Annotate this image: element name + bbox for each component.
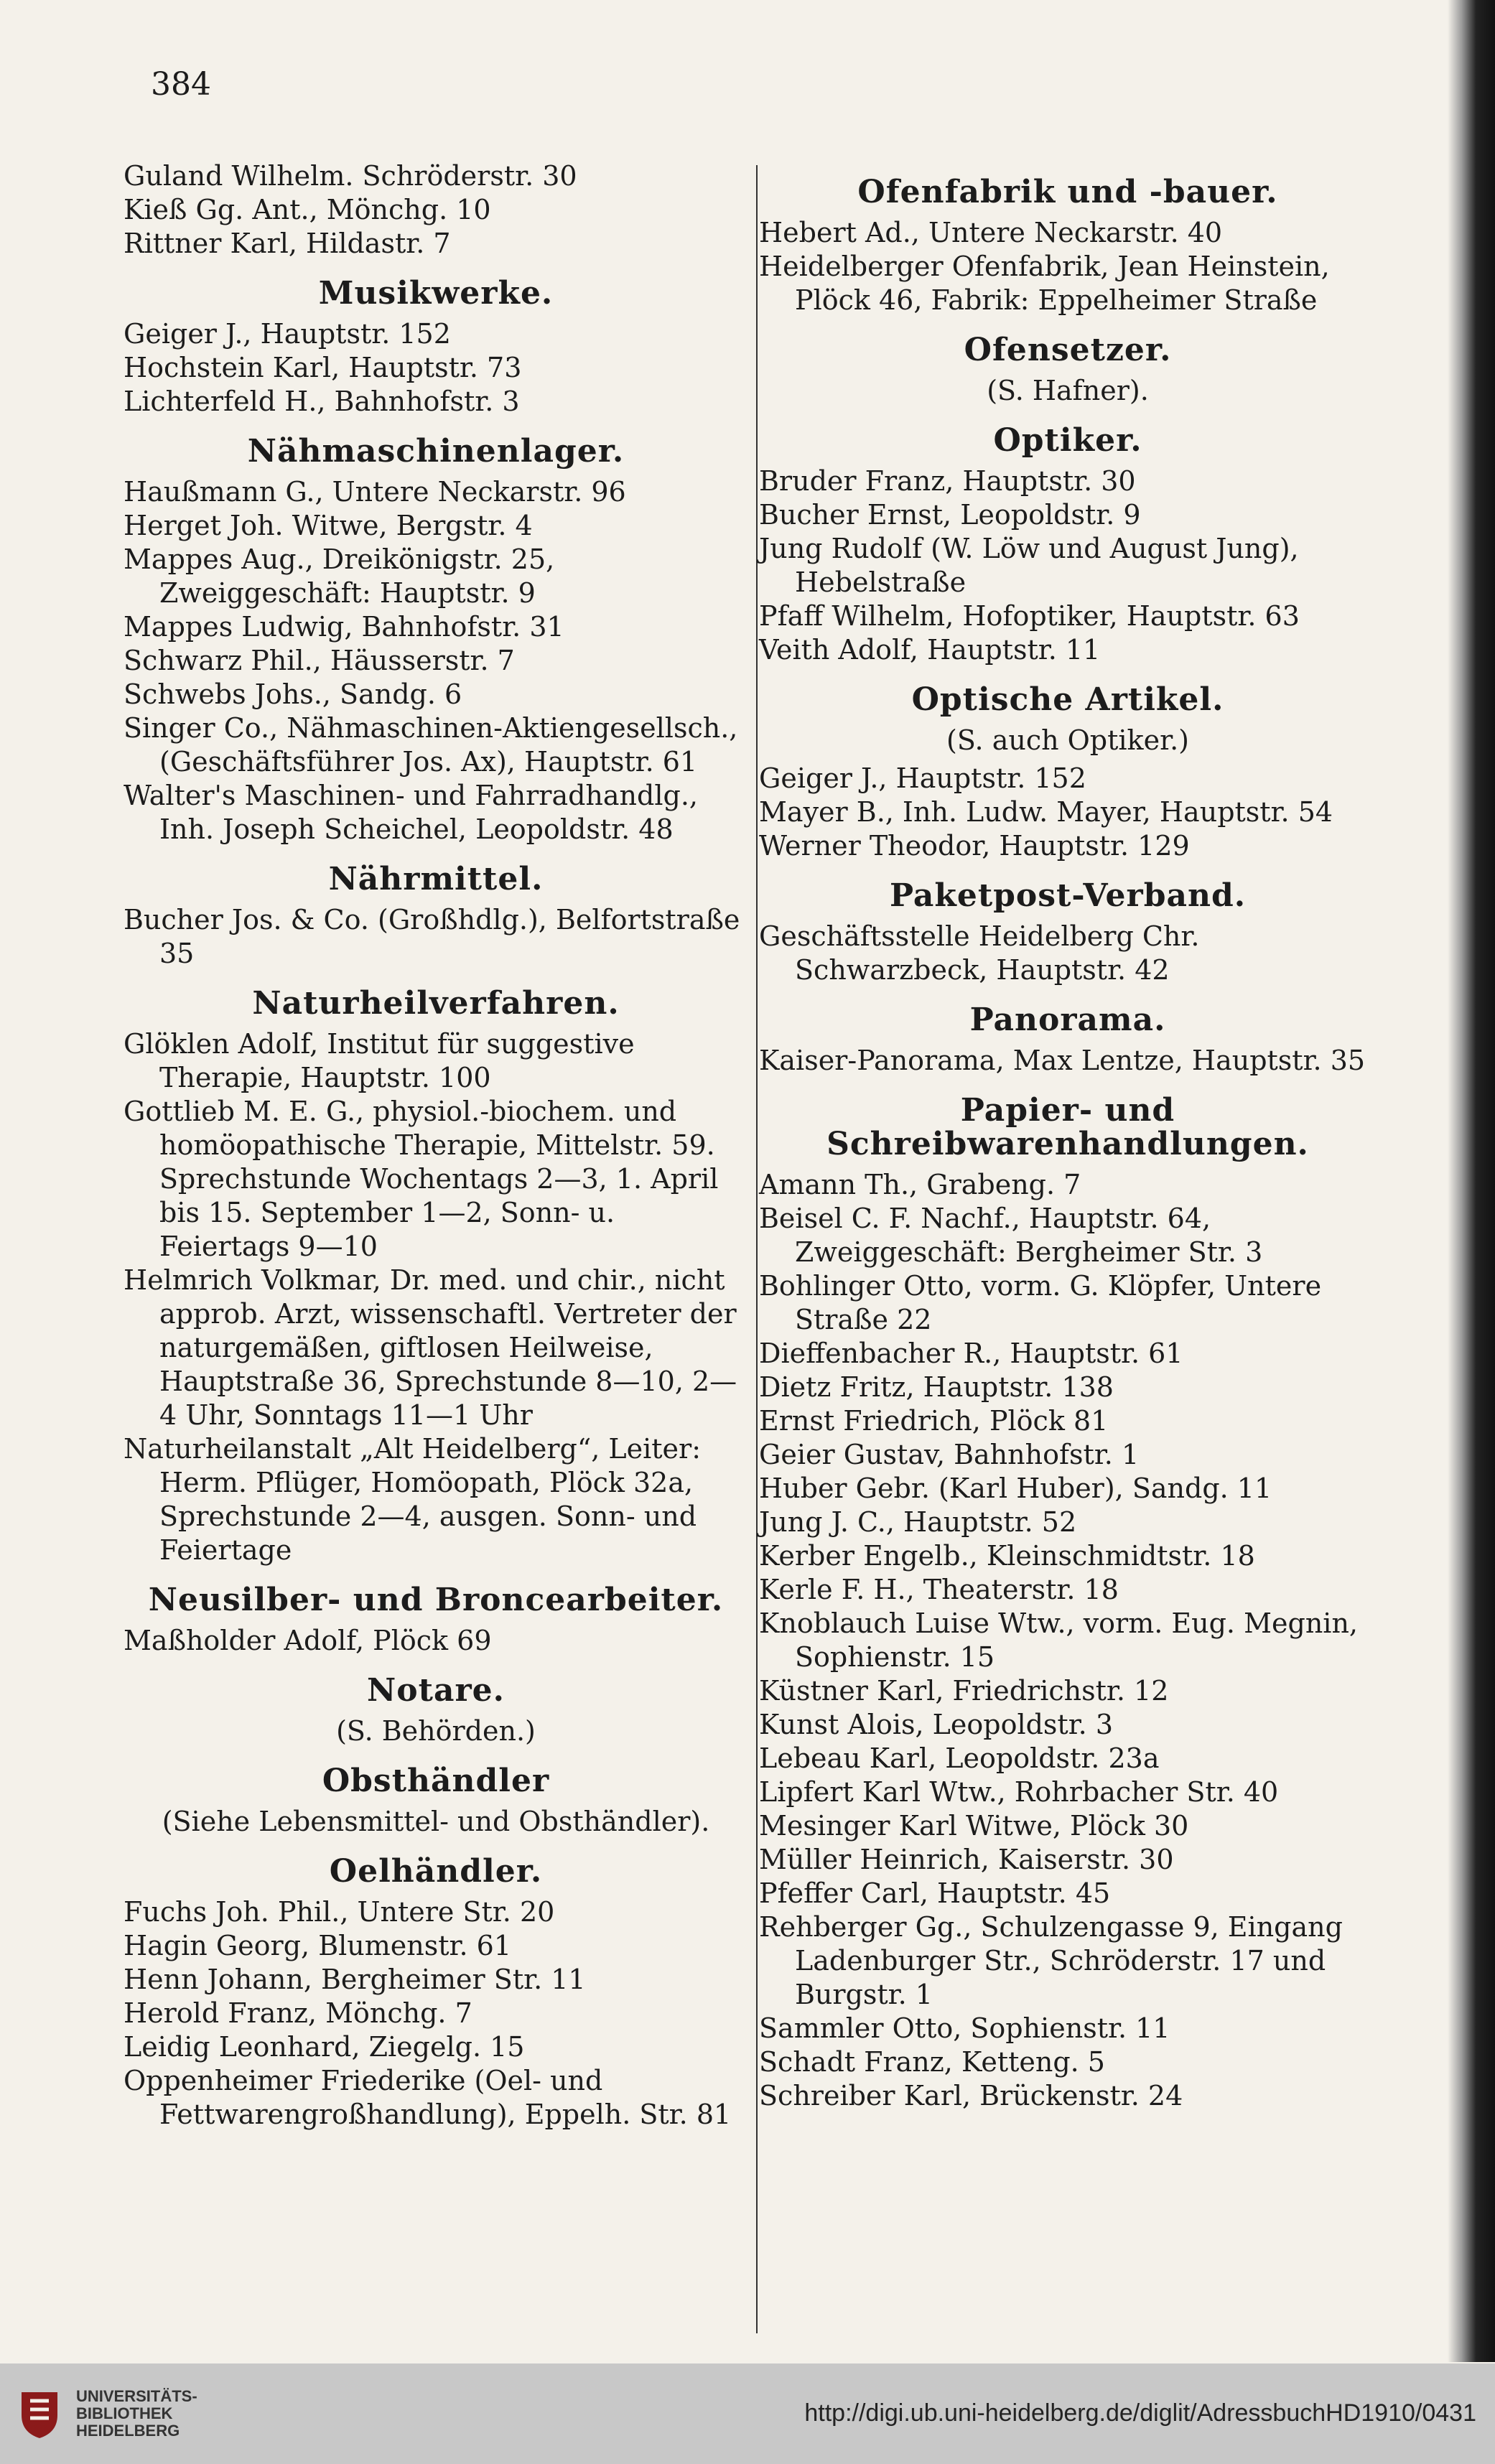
directory-entry: Lichterfeld H., Bahnhofstr. 3	[124, 386, 520, 417]
cross-reference-note: (S. Hafner).	[987, 375, 1149, 406]
logo-line-1: UNIVERSITÄTS-	[76, 2387, 197, 2405]
directory-entry: Kerle F. H., Theaterstr. 18	[759, 1574, 1119, 1605]
section-heading: Nährmittel.	[328, 861, 544, 897]
section-heading: Naturheilverfahren.	[252, 985, 620, 1022]
directory-entry: Kieß Gg. Ant., Mönchg. 10	[124, 194, 491, 225]
section-heading: Oelhändler.	[329, 1853, 543, 1890]
cross-reference-note: (Siehe Lebensmittel- und Obsthändler).	[162, 1806, 710, 1837]
directory-entry: Pfeffer Carl, Hauptstr. 45	[759, 1877, 1111, 1909]
section-heading: Neusilber- und Broncearbeiter.	[148, 1582, 724, 1618]
directory-entry: Huber Gebr. (Karl Huber), Sandg. 11	[759, 1473, 1272, 1504]
directory-entry: Bucher Jos. & Co. (Großhdlg.), Belfortstraße 35	[124, 904, 740, 969]
page-number: 384	[151, 66, 211, 103]
directory-entry: Walter's Maschinen- und Fahrradhandlg., Inh. Joseph Scheichel, Leopoldstr. 48	[124, 780, 698, 845]
directory-entry: Mappes Ludwig, Bahnhofstr. 31	[124, 611, 564, 643]
directory-entry: Knoblauch Luise Wtw., vorm. Eug. Megnin, Sophienstr. 15	[759, 1607, 1358, 1673]
directory-entry: Herget Joh. Witwe, Bergstr. 4	[124, 510, 533, 541]
directory-entry: Schreiber Karl, Brückenstr. 24	[759, 2080, 1183, 2111]
directory-entry: Haußmann G., Untere Neckarstr. 96	[124, 476, 626, 508]
directory-entry: Dieffenbacher R., Hauptstr. 61	[759, 1338, 1183, 1369]
library-logo-icon	[16, 2386, 63, 2441]
directory-entry: Lipfert Karl Wtw., Rohrbacher Str. 40	[759, 1776, 1279, 1808]
directory-entry: Jung Rudolf (W. Löw und August Jung), Hebelstraße	[759, 533, 1299, 598]
directory-entry: Gottlieb M. E. G., physiol.-biochem. und homöopathische Therapie, Mittelstr. 59. Sprechstunde Wochentags 2—3, 1. April bis 15. September 1—2, Sonn- u. Feiertags 9—10	[124, 1096, 719, 1262]
section-heading: Optische Artikel.	[911, 681, 1224, 718]
directory-entry: Werner Theodor, Hauptstr. 129	[759, 830, 1190, 862]
directory-entry: Bruder Franz, Hauptstr. 30	[759, 465, 1136, 497]
directory-entry: Geiger J., Hauptstr. 152	[759, 762, 1086, 794]
directory-entry: Kunst Alois, Leopoldstr. 3	[759, 1709, 1114, 1740]
directory-entry: Jung J. C., Hauptstr. 52	[759, 1506, 1077, 1538]
directory-entry: Beisel C. F. Nachf., Hauptstr. 64, Zweiggeschäft: Bergheimer Str. 3	[759, 1203, 1263, 1268]
directory-entry: Geier Gustav, Bahnhofstr. 1	[759, 1439, 1140, 1470]
directory-entry: Kaiser-Panorama, Max Lentze, Hauptstr. 35	[759, 1045, 1366, 1076]
cross-reference-note: (S. Behörden.)	[336, 1715, 536, 1747]
directory-entry: Oppenheimer Friederike (Oel- und Fettwarengroßhandlung), Eppelh. Str. 81	[124, 2065, 732, 2130]
section-heading: Musikwerke.	[318, 275, 554, 312]
directory-entry: Pfaff Wilhelm, Hofoptiker, Hauptstr. 63	[759, 600, 1300, 632]
directory-entry: Glöklen Adolf, Institut für suggestive Therapie, Hauptstr. 100	[124, 1028, 635, 1093]
column-divider	[756, 165, 758, 2333]
directory-entry: Leidig Leonhard, Ziegelg. 15	[124, 2031, 525, 2063]
directory-entry: Sammler Otto, Sophienstr. 11	[759, 2012, 1170, 2044]
section-heading: Panorama.	[969, 1002, 1166, 1038]
directory-entry: Bucher Ernst, Leopoldstr. 9	[759, 499, 1141, 531]
directory-entry: Mayer B., Inh. Ludw. Mayer, Hauptstr. 54	[759, 796, 1333, 828]
directory-entry: Maßholder Adolf, Plöck 69	[124, 1625, 492, 1656]
source-url-link[interactable]: http://digi.ub.uni-heidelberg.de/diglit/AdressbuchHD1910/0431	[804, 2399, 1476, 2427]
directory-entry: Henn Johann, Bergheimer Str. 11	[124, 1964, 586, 1995]
footer-bar	[0, 2363, 1495, 2464]
section-heading: Papier- und Schreibwarenhandlungen.	[826, 1092, 1309, 1162]
directory-entry: Mappes Aug., Dreikönigstr. 25, Zweiggeschäft: Hauptstr. 9	[124, 543, 555, 609]
directory-entry: Küstner Karl, Friedrichstr. 12	[759, 1675, 1169, 1707]
directory-entry: Schwarz Phil., Häusserstr. 7	[124, 645, 515, 676]
book-spine-edge	[1448, 0, 1495, 2362]
directory-entry: Kerber Engelb., Kleinschmidtstr. 18	[759, 1540, 1255, 1572]
section-heading: Notare.	[367, 1672, 505, 1709]
directory-entry: Schwebs Johs., Sandg. 6	[124, 678, 462, 710]
directory-entry: Bohlinger Otto, vorm. G. Klöpfer, Untere Straße 22	[759, 1270, 1322, 1335]
directory-entry: Dietz Fritz, Hauptstr. 138	[759, 1371, 1114, 1403]
section-heading: Optiker.	[993, 422, 1142, 459]
right-column	[759, 159, 1377, 2113]
directory-entry: Lebeau Karl, Leopoldstr. 23a	[759, 1742, 1160, 1774]
directory-entry: Amann Th., Grabeng. 7	[759, 1169, 1081, 1200]
directory-entry: Rehberger Gg., Schulzengasse 9, Eingang Ladenburger Str., Schröderstr. 17 und Burgstr. 1	[759, 1911, 1343, 2010]
directory-entry: Herold Franz, Mönchg. 7	[124, 1997, 472, 2029]
directory-entry: Fuchs Joh. Phil., Untere Str. 20	[124, 1896, 555, 1928]
logo-line-2: BIBLIOTHEK	[76, 2404, 173, 2422]
directory-entry: Mesinger Karl Witwe, Plöck 30	[759, 1810, 1189, 1842]
directory-entry: Heidelberger Ofenfabrik, Jean Heinstein, Plöck 46, Fabrik: Eppelheimer Straße	[759, 251, 1330, 316]
directory-entry: Naturheilanstalt „Alt Heidelberg“, Leiter: Herm. Pflüger, Homöopath, Plöck 32a, Sprechstunde 2—4, ausgen. Sonn- und Feiertage	[124, 1433, 702, 1566]
directory-entry: Müller Heinrich, Kaiserstr. 30	[759, 1844, 1174, 1875]
directory-entry: Hagin Georg, Blumenstr. 61	[124, 1930, 512, 1961]
directory-entry: Guland Wilhelm. Schröderstr. 30	[124, 160, 577, 192]
library-logo-text	[76, 2388, 197, 2440]
section-heading: Nähmaschinenlager.	[247, 433, 625, 470]
directory-entry: Hebert Ad., Untere Neckarstr. 40	[759, 217, 1223, 248]
cross-reference-note: (S. auch Optiker.)	[946, 724, 1189, 756]
directory-entry: Geiger J., Hauptstr. 152	[124, 318, 451, 350]
directory-entry: Helmrich Volkmar, Dr. med. und chir., nicht approb. Arzt, wissenschaftl. Vertreter der naturgemäßen, giftlosen Heilweise, Hauptstraße 36, Sprechstunde 8—10, 2—4 Uhr, Sonntags 11—1 Uhr	[124, 1264, 737, 1431]
section-heading: Ofensetzer.	[964, 332, 1172, 368]
logo-line-3: HEIDELBERG	[76, 2422, 180, 2440]
directory-entry: Schadt Franz, Ketteng. 5	[759, 2046, 1105, 2078]
directory-entry: Geschäftsstelle Heidelberg Chr. Schwarzbeck, Hauptstr. 42	[759, 920, 1200, 986]
section-heading: Paketpost-Verband.	[889, 877, 1247, 914]
left-column	[124, 159, 748, 2132]
directory-entry: Rittner Karl, Hildastr. 7	[124, 228, 451, 259]
directory-entry: Ernst Friedrich, Plöck 81	[759, 1405, 1109, 1437]
section-heading: Ofenfabrik und -bauer.	[857, 174, 1278, 210]
directory-entry: Veith Adolf, Hauptstr. 11	[759, 634, 1101, 666]
directory-entry: Hochstein Karl, Hauptstr. 73	[124, 352, 522, 383]
directory-entry: Singer Co., Nähmaschinen-Aktiengesellsch., (Geschäftsführer Jos. Ax), Hauptstr. 61	[124, 712, 738, 778]
section-heading: Obsthändler	[322, 1763, 550, 1799]
